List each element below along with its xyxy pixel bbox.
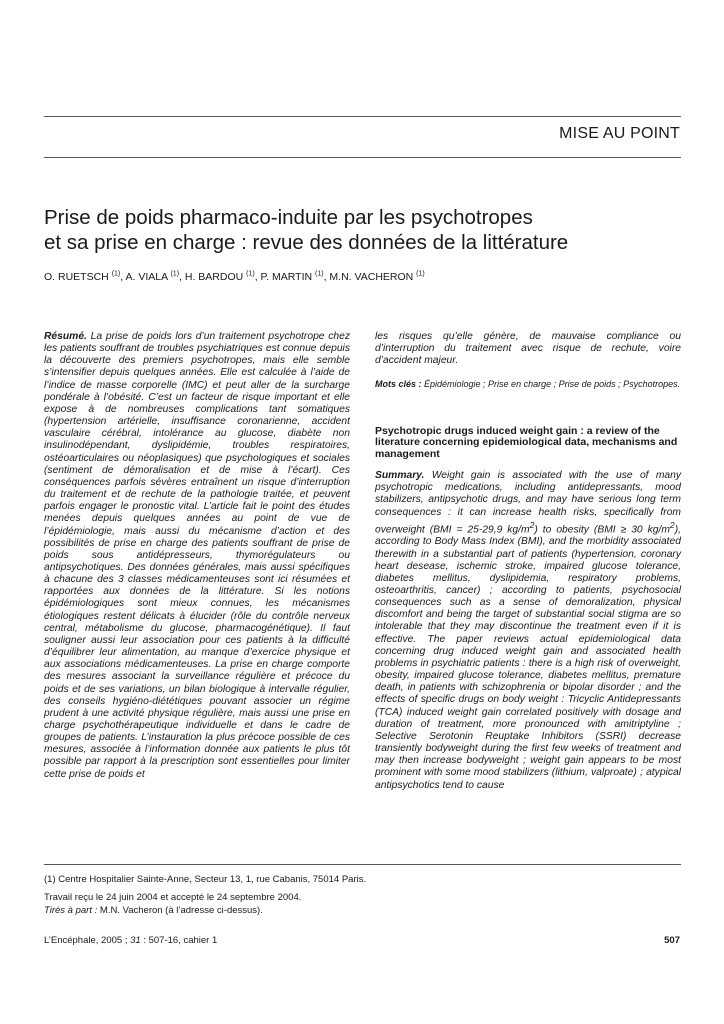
- keywords-label: Mots clés :: [375, 379, 422, 390]
- author: M.N. VACHERON $^{(1)}$: [329, 270, 425, 283]
- author: P. MARTIN $^{(1)}$,: [260, 270, 330, 283]
- right-column: [375, 331, 681, 792]
- french-abstract: Résumé. La prise de poids lors d’un traitement psychotrope chez les patients souffrant de troubles psychiatriques est connue depuis la découverte des premiers psychotropes, mais elle semble s’intensifier depuis quelques années. Elle est calculée à l’aide de l’indice de masse corporelle (IMC) et peut aller de la surcharge pondérale à l’obésité. C’est un facteur de risque important et elle expose à de nombreuses complications tant somatiques (hypertension artérielle, insuffisance coronarienne, accident vasculaire cérébral, intolérance au glucose, diabète non insulinodépendant, dyslipidémie, troubles respiratoires, ostéoarticulaires ou néoplasiques) que psychologiques et sociales (sentiment de démoralisation et de mise à l’écart). Ces conséquences parfois sévères entraînent un risque d’interruption du traitement et de rechute de la pathologie traitée, et peuvent parfois engager le pronostic vital. L’article fait le point des études menées depuis quelques années au point de vue de l’épidémiologie, mais aussi du mécanisme d’action et des possibilités de prise en charge des patients souffrant de prise de poids sous antidépresseurs, thymorégulateurs ou antipsychotiques. Des données générales, mais aussi spécifiques à chacune des 3 classes médicamenteuses sont ici résumées et rapportées aux données de la littérature. Si les notions épidémiologiques sont mieux connues, les mécanismes étiologiques restent délicats à élucider (rôle du contrôle nerveux central, métabolisme du glucose, pharmacogénétique). Il faut souligner aussi leur association pour ces patients à la difficulté d’équilibrer leur alimentation, au manque d’exercice physique et aux associations médicamenteuses. La prise en charge comporte des mesures associant la surveillance régulière et précoce du poids et de ses variations, un bilan biologique à intervalle régulier, des conseils hygiéno-diététiques pouvant associer un régime prudent à une activité physique régulière, mais aussi une prise en charge psychothérapeutique individuelle et dans le cadre de groupes de patients. L’instauration la plus précoce possible de ces mesures, associée à l’information donnée aux patients le plus tôt possible par rapport à la prescription sont essentielles pour limiter cette prise de poids et: [44, 331, 350, 780]
- footnote-rule: [44, 864, 681, 865]
- reprints: Tirés à part : M.N. Vacheron (à l’adresse ci-dessus).: [44, 905, 263, 917]
- journal-citation: L’Encéphale, 2005 ; 31 : 507-16, cahier 1: [44, 935, 218, 946]
- english-summary: Summary. Weight gain is associated with the use of many psychotropic medications, including antidepressants, mood stabilizers, antipsychotic drugs, and may have serious long term consequences : it can increase health risks, specifically from overweight (BMI = 25-29,9 $kg/m^2$) to obesity (BMI ≥ 30 $kg/m^2$), according to Body Mass Index (BMI), and the morbidity associated therewith in a substantial part of patients (hypertension, coronary heart desease, ischemic stroke, impaired glucose tolerance, diabetes mellitus, dyslipidemia, respiratory problems, osteoarthritis, cancer) ; according to patients, psychosocial consequences such as a sense of demoralization, physical discomfort and being the target of substantial social stigma are so intolerable that they may discontinue the treatment even if it is effective. The paper reviews actual epidemiological data concerning drug induced weight gain and associated health problems in psychiatric patients : there is a high risk of overweight, obesity, impaired glucose tolerance, diabetes mellitus, premature death, in patients with schizophrenia or bipolar disorder ; and the effects of specific drugs on body weight : Tricyclic Antidepressants (TCA) induced weight gain correlated positively with dosage and duration of treatment, more pronounced with amitriptyline ; Selective Serotonin Reuptake Inhibitors (SSRI) decrease transiently bodyweight during the first few weeks of treatment and may then increase bodyweight ; weight gain appears to be most prominent with some mood stabilizers (lithium, valproate) ; atypical antipsychotics tend to cause: [375, 470, 681, 791]
- french-abstract-continued: les risques qu’elle génère, de mauvaise compliance ou d’interruption du traitement avec risque de rechute, voire d’accident majeur.: [375, 331, 681, 367]
- footnote: [44, 873, 366, 918]
- title-line-1: Prise de poids pharmaco-induite par les psychotropes: [44, 206, 533, 229]
- title-line-2: et sa prise en charge : revue des données de la littérature: [44, 231, 569, 254]
- author: A. VIALA $^{(1)}$,: [125, 270, 185, 283]
- author: H. BARDOU $^{(1)}$,: [184, 270, 261, 283]
- received-date: Travail reçu le 24 juin 2004 et accepté le 24 septembre 2004.: [44, 891, 302, 903]
- keywords: Mots clés : Épidémiologie ; Prise en charge ; Prise de poids ; Psychotropes.: [375, 379, 681, 390]
- summary-label: Summary.: [375, 470, 425, 482]
- left-column: [44, 331, 350, 781]
- english-title: Psychotropic drugs induced weight gain : a review of the literature concerning epidemiological data, mechanisms and management: [375, 424, 678, 460]
- author-list: [44, 270, 425, 283]
- section-label: MISE AU POINT: [559, 125, 680, 142]
- affiliation: (1) Centre Hospitalier Sainte-Anne, Secteur 13, 1, rue Cabanis, 75014 Paris.: [44, 874, 367, 885]
- article-title: [44, 205, 684, 255]
- abstract-label: Résumé.: [44, 331, 87, 342]
- author: O. RUETSCH $^{(1)}$,: [44, 270, 126, 283]
- section-rule: [44, 157, 681, 158]
- page-number: 507: [664, 935, 680, 946]
- top-rule: [44, 116, 681, 117]
